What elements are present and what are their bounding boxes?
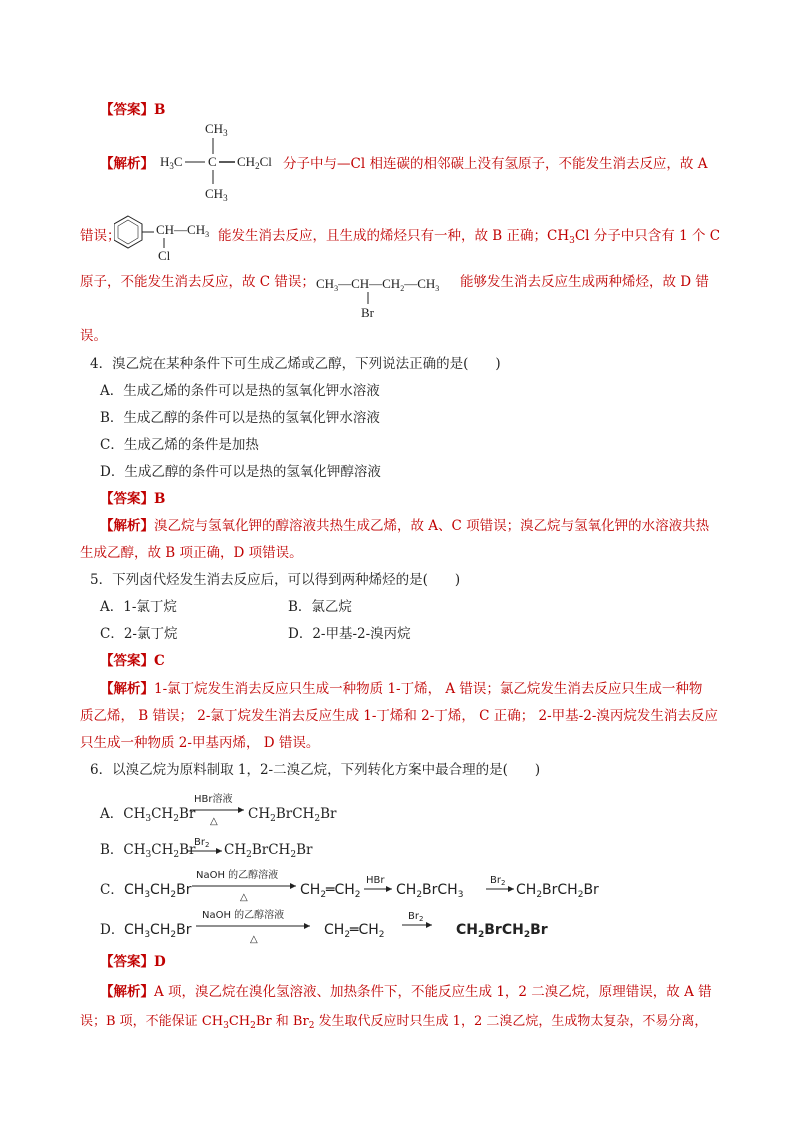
- analysis-text-2: 能发生消去反应，且生成的烯烃只有一种，故 B 正确；$CH_3Cl$ 分子中只含有 1 个 C: [218, 228, 721, 246]
- q6-option-a-product: $CH_2BrCH_2Br$: [248, 806, 337, 824]
- q5-analysis-3: 只生成一种物质 2-甲基丙烯， D 错误。: [80, 735, 320, 751]
- q4-option-a: A．生成乙烯的条件可以是热的氢氧化钾水溶液: [100, 383, 380, 399]
- struct2-sub: Cl: [158, 248, 171, 262]
- q6-option-c-reactant: $CH_3CH_2Br$: [124, 882, 192, 900]
- q6-answer: 【答案】D: [100, 954, 166, 970]
- q4-option-c: C．生成乙烯的条件是加热: [100, 437, 259, 453]
- q6-option-c-arrow-1: [190, 866, 300, 906]
- q5-option-a: A．1-氯丁烷: [100, 599, 177, 615]
- q6-option-c-arrow-2: [362, 872, 396, 898]
- q6-option-d-reactant: $CH_3CH_2Br$: [124, 922, 192, 940]
- q6-option-c-mid2: $CH_2BrCH_3$: [396, 882, 464, 900]
- struct-center: C: [208, 154, 217, 169]
- struct-top: $CH_3$: [205, 121, 228, 138]
- q5-answer: 【答案】C: [100, 653, 165, 669]
- struct-left: $H_3C$: [160, 154, 183, 171]
- q6-option-d-mid1: $CH_2═CH_2$: [324, 922, 385, 940]
- q6-option-d-arrow-1-above: NaOH 的乙醇溶液: [202, 910, 285, 921]
- q6-option-c-arrow-1-below: △: [240, 892, 248, 903]
- q5-option-c: C．2-氯丁烷: [100, 626, 178, 642]
- q5-option-d: D．2-甲基-2-溴丙烷: [288, 626, 411, 642]
- analysis-text-3b: 能够发生消去反应生成两种烯烃，故 D 错: [460, 274, 709, 290]
- q6-option-c-product: $CH_2BrCH_2Br$: [516, 882, 599, 900]
- q6-analysis-1: 【解析】A 项，溴乙烷在溴化氢溶液、加热条件下，不能反应生成 1，2 二溴乙烷，原理错误，故 A 错: [100, 984, 712, 1000]
- q6-option-d: D．: [100, 922, 125, 938]
- analysis-text-1: 分子中与—Cl 相连碳的相邻碳上没有氢原子，不能发生消去反应，故 A: [283, 156, 708, 172]
- q4-stem: 4．溴乙烷在某种条件下可生成乙烯或乙醇，下列说法正确的是( ): [90, 356, 501, 372]
- q4-analysis-2: 生成乙醇，故 B 项正确，D 项错误。: [80, 545, 303, 561]
- structure-1-chloroethylbenzene: [114, 212, 234, 262]
- q6-option-b-arrow-above: $Br_2$: [194, 837, 210, 849]
- q5-stem: 5．下列卤代烃发生消去反应后，可以得到两种烯烃的是( ): [90, 572, 461, 588]
- q6-option-c-arrow-3-above: $Br_2$: [490, 875, 506, 887]
- analysis-text-2-pre: 错误；: [80, 228, 121, 244]
- q6-option-a-arrow-below: △: [210, 816, 218, 827]
- analysis-line-3a: 【解析】: [100, 156, 154, 172]
- q6-option-c-arrow-1-above: NaOH 的乙醇溶液: [196, 870, 279, 881]
- q6-option-b-product: $CH_2BrCH_2Br$: [224, 842, 313, 860]
- q4-option-d: D．生成乙醇的条件可以是热的氢氧化钾醇溶液: [100, 464, 381, 480]
- q6-option-c-arrow-3: [484, 872, 518, 898]
- answer-line-3: 【答案】B: [100, 102, 166, 118]
- q5-option-b: B．氯乙烷: [288, 599, 352, 615]
- q6-option-a-arrow-above: HBr溶液: [194, 794, 233, 805]
- q6-stem: 6．以溴乙烷为原料制取 1，2-二溴乙烷，下列转化方案中最合理的是( ): [90, 762, 541, 778]
- struct3-sub: Br: [361, 305, 374, 320]
- structure-2-bromobutane: [316, 270, 466, 322]
- q4-option-b: B．生成乙醇的条件可以是热的氢氧化钾水溶液: [100, 410, 380, 426]
- struct-bottom: $CH_3$: [205, 186, 228, 203]
- q6-option-d-arrow-2-above: $Br_2$: [408, 911, 424, 923]
- q6-option-d-arrow-1-below: △: [250, 934, 258, 945]
- struct-right: $CH_2Cl$: [237, 154, 272, 171]
- q6-option-a-arrow: [188, 790, 248, 830]
- analysis-text-4: 误。: [80, 328, 107, 344]
- q6-analysis-2: 误；B 项，不能保证 $CH_3CH_2Br$ 和 $Br_2$ 发生取代反应时只生成 1，2 二溴乙烷，生成物太复杂，不易分离，: [80, 1014, 708, 1031]
- struct2-chain: $CH—CH_3$: [156, 222, 210, 239]
- q6-option-a: A．$CH_3CH_2Br$: [100, 806, 196, 824]
- q6-option-c-mid1: $CH_2═CH_2$: [300, 882, 361, 900]
- q6-option-d-arrow-2: [400, 908, 436, 934]
- analysis-text-3: 原子，不能发生消去反应，故 C 错误；: [80, 274, 315, 290]
- q6-option-c: C．: [100, 882, 124, 898]
- q6-option-b-arrow: [186, 834, 226, 860]
- q6-option-d-product: $CH_2BrCH_2Br$: [456, 922, 548, 940]
- q6-option-c-arrow-2-above: HBr: [366, 875, 385, 886]
- struct3-chain: $CH_3—CH—CH_2—CH_3$: [316, 276, 440, 293]
- q4-analysis-1: 【解析】溴乙烷与氢氧化钾的醇溶液共热生成乙烯，故 A、C 项错误；溴乙烷与氢氧化钾的水溶液共热: [100, 518, 710, 534]
- q4-answer: 【答案】B: [100, 491, 166, 507]
- q5-analysis-2: 质乙烯， B 错误； 2-氯丁烷发生消去反应生成 1-丁烯和 2-丁烯， C 正确； 2-甲基-2-溴丙烷发生消去反应: [80, 708, 718, 724]
- q6-option-d-arrow-1: [194, 906, 314, 946]
- q5-analysis-1: 【解析】1-氯丁烷发生消去反应只生成一种物质 1-丁烯， A 错误；氯乙烷发生消去反应只生成一种物: [100, 681, 703, 697]
- q6-option-b: B．$CH_3CH_2Br$: [100, 842, 196, 860]
